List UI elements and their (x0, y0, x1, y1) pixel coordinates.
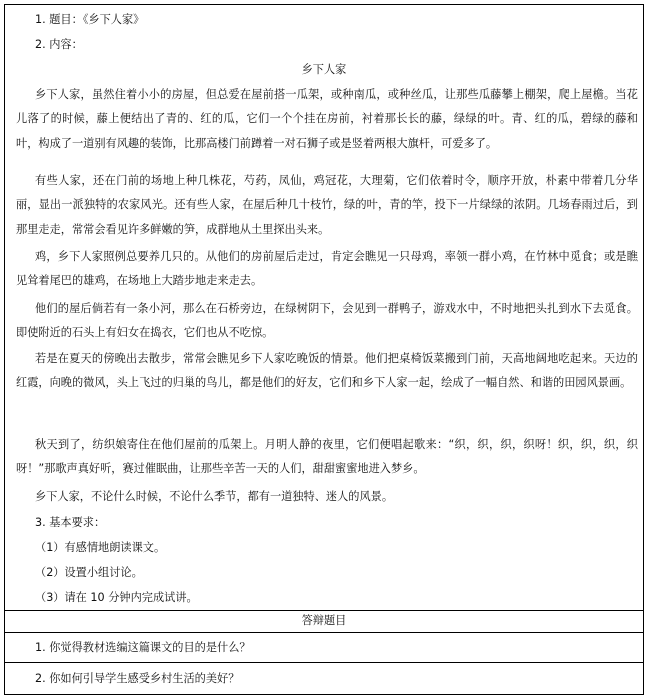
requirement-item-1: （1）有感情地朗读课文。 (35, 541, 166, 554)
topic-label: 1. 题目：《乡下人家》 (35, 13, 145, 26)
requirement-item-3: （3）请在 10 分钟内完成试讲。 (35, 591, 198, 604)
paragraph-4: 他们的屋后倘若有一条小河，那么在石桥旁边，在绿树阴下，会见到一群鸭子，游戏水中，不时地把头扎到水下去觅食。即使附近的石头上有妇女在捣衣，它们也从不吃惊。 (16, 302, 638, 340)
question-2: 2. 你如何引导学生感受乡村生活的美好？ (35, 672, 240, 685)
question-1: 1. 你觉得教材选编这篇课文的目的是什么？ (5, 633, 643, 663)
qa-header: 答辩题目 (5, 610, 643, 633)
exam-sheet (4, 4, 644, 695)
paragraph-2: 有些人家，还在门前的场地上种几株花，芍药，凤仙，鸡冠花，大理菊，它们依着时令，顺序开放，朴素中带着几分华丽，显出一派独特的农家风光。还有些人家，在屋后种几十枝竹，绿的叶，青的竿，投下一片绿绿的浓阴。几场春雨过后，到那里走走，常常会看见许多鲜嫩的笋，成群地从土里探出头来。 (16, 174, 638, 236)
text-title: 乡下人家 (301, 63, 347, 76)
content-label: 2. 内容： (35, 38, 83, 51)
requirement-item-2: （2）设置小组讨论。 (35, 566, 143, 579)
paragraph-5: 若是在夏天的傍晚出去散步，常常会瞧见乡下人家吃晚饭的情景。他们把桌椅饭菜搬到门前，天高地阔地吃起来。天边的红霞，向晚的微风，头上飞过的归巢的鸟儿，都是他们的好友，它们和乡下人家一起，绘成了一幅自然、和谐的田园风景画。 (16, 352, 638, 390)
content-section (5, 5, 643, 611)
requirements-label: 3. 基本要求： (35, 516, 106, 529)
paragraph-6: 秋天到了，纺织娘寄住在他们屋前的瓜架上。月明人静的夜里，它们便唱起歌来：“织，织，织，织呀！织，织，织，织呀！”那歌声真好听，赛过催眠曲，让那些辛苦一天的人们，甜甜蜜蜜地进入梦乡。 (16, 438, 638, 476)
paragraph-7: 乡下人家，不论什么时候，不论什么季节，都有一道独特、迷人的风景。 (35, 490, 394, 503)
paragraph-1: 乡下人家，虽然住着小小的房屋，但总爱在屋前搭一瓜架，或种南瓜，或种丝瓜，让那些瓜藤攀上棚架，爬上屋檐。当花儿落了的时候，藤上便结出了青的、红的瓜，它们一个个挂在房前，衬着那长长的藤，绿绿的叶。青、红的瓜，碧绿的藤和叶，构成了一道别有风趣的装饰，比那高楼门前蹲着一对石狮子或是竖着两根大旗杆，可爱多了。 (16, 88, 638, 150)
paragraph-3: 鸡，乡下人家照例总要养几只的。从他们的房前屋后走过，肯定会瞧见一只母鸡，率领一群小鸡，在竹林中觅食；或是瞧见耸着尾巴的雄鸡，在场地上大踏步地走来走去。 (16, 250, 638, 288)
